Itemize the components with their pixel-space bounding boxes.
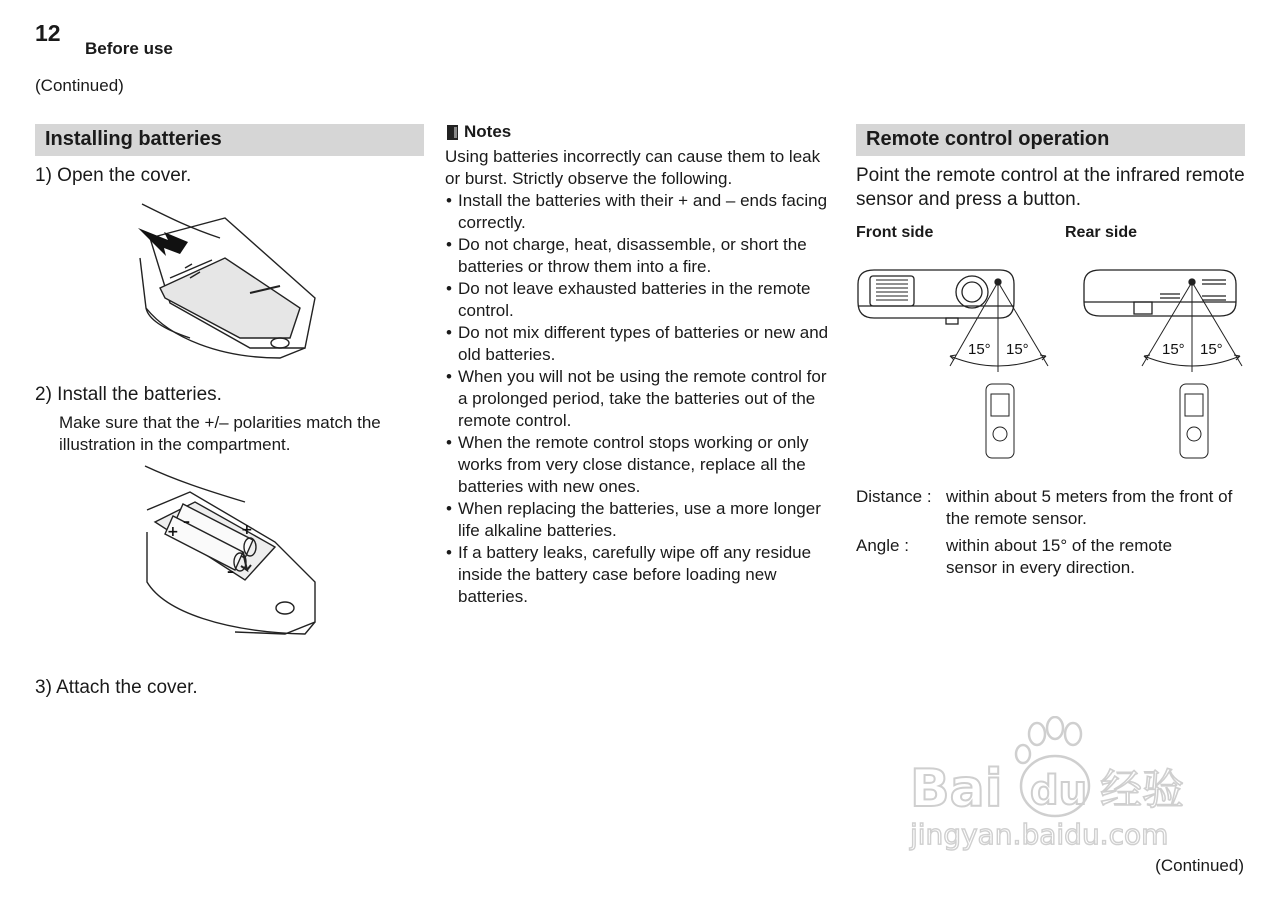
watermark-brand-text: Bai	[910, 759, 1003, 819]
watermark-url-text: jingyan.baidu.com	[910, 818, 1169, 851]
page-title: Before use	[85, 39, 173, 58]
list-item: • Do not leave exhausted batteries in the remote control.	[445, 278, 837, 322]
open-cover-illustration	[130, 198, 330, 368]
step-open-cover: 1) Open the cover.	[35, 165, 192, 186]
list-item: • If a battery leaks, carefully wipe off any residue inside the battery case before loading new batteries.	[445, 542, 837, 608]
remote-operation-intro: Point the remote control at the infrared remote sensor and press a button.	[856, 165, 1245, 210]
step-install-batteries: 2) Install the batteries.	[35, 384, 222, 405]
angle-left-label-front: 15°	[968, 341, 991, 358]
list-item: • When the remote control stops working or only works from very close distance, replace all the batteries with new ones.	[445, 432, 837, 498]
angle-label: Angle :	[856, 536, 909, 555]
angle-right-label-rear: 15°	[1200, 341, 1223, 358]
list-item: • When you will not be using the remote control for a prolonged period, take the batteries out of the remote control.	[445, 366, 837, 432]
distance-label: Distance :	[856, 487, 932, 506]
step-attach-cover: 3) Attach the cover.	[35, 677, 198, 698]
remote-operation-heading: Remote control operation	[856, 124, 1245, 156]
continued-label-top: (Continued)	[35, 76, 124, 95]
angle-right-label-front: 15°	[1006, 341, 1029, 358]
angle-left-label-rear: 15°	[1162, 341, 1185, 358]
page-number: 12	[35, 20, 61, 46]
list-item: • Do not mix different types of batteries or new and old batteries.	[445, 322, 837, 366]
list-item: • Do not charge, heat, disassemble, or short the batteries or throw them into a fire.	[445, 234, 837, 278]
step-install-note: Make sure that the +/– polarities match the illustration in the compartment.	[59, 413, 381, 454]
notes-title-text: Notes	[464, 122, 512, 141]
front-side-illustration	[850, 262, 1060, 466]
continued-label-bottom: (Continued)	[1155, 856, 1244, 875]
list-item: • When replacing the batteries, use a more longer life alkaline batteries.	[445, 498, 837, 542]
svg-text:du: du	[1030, 768, 1088, 814]
battery-minus-sign-top: –	[183, 514, 190, 530]
baidu-watermark-logo	[905, 716, 1205, 856]
notes-icon	[447, 125, 459, 140]
svg-text:经验: 经验	[1100, 765, 1185, 814]
notes-intro: Using batteries incorrectly can cause them to leak or burst. Strictly observe the following.	[445, 147, 821, 188]
installing-batteries-heading: Installing batteries	[35, 124, 424, 156]
install-batteries-illustration	[135, 462, 335, 652]
battery-plus-sign-bottom: +	[167, 524, 179, 540]
distance-value: within about 5 meters from the front of the remote sensor.	[946, 487, 1233, 528]
battery-minus-sign-bottom: –	[227, 564, 234, 580]
list-item: • Install the batteries with their + and – ends facing correctly.	[445, 190, 837, 234]
angle-value: within about 15° of the remote sensor in every direction.	[946, 536, 1173, 577]
battery-plus-sign: +	[241, 522, 253, 538]
front-side-label: Front side	[856, 224, 934, 241]
notes-title	[447, 122, 511, 142]
rear-side-label: Rear side	[1065, 224, 1138, 241]
notes-list	[445, 190, 837, 608]
rear-side-illustration	[1076, 262, 1256, 466]
